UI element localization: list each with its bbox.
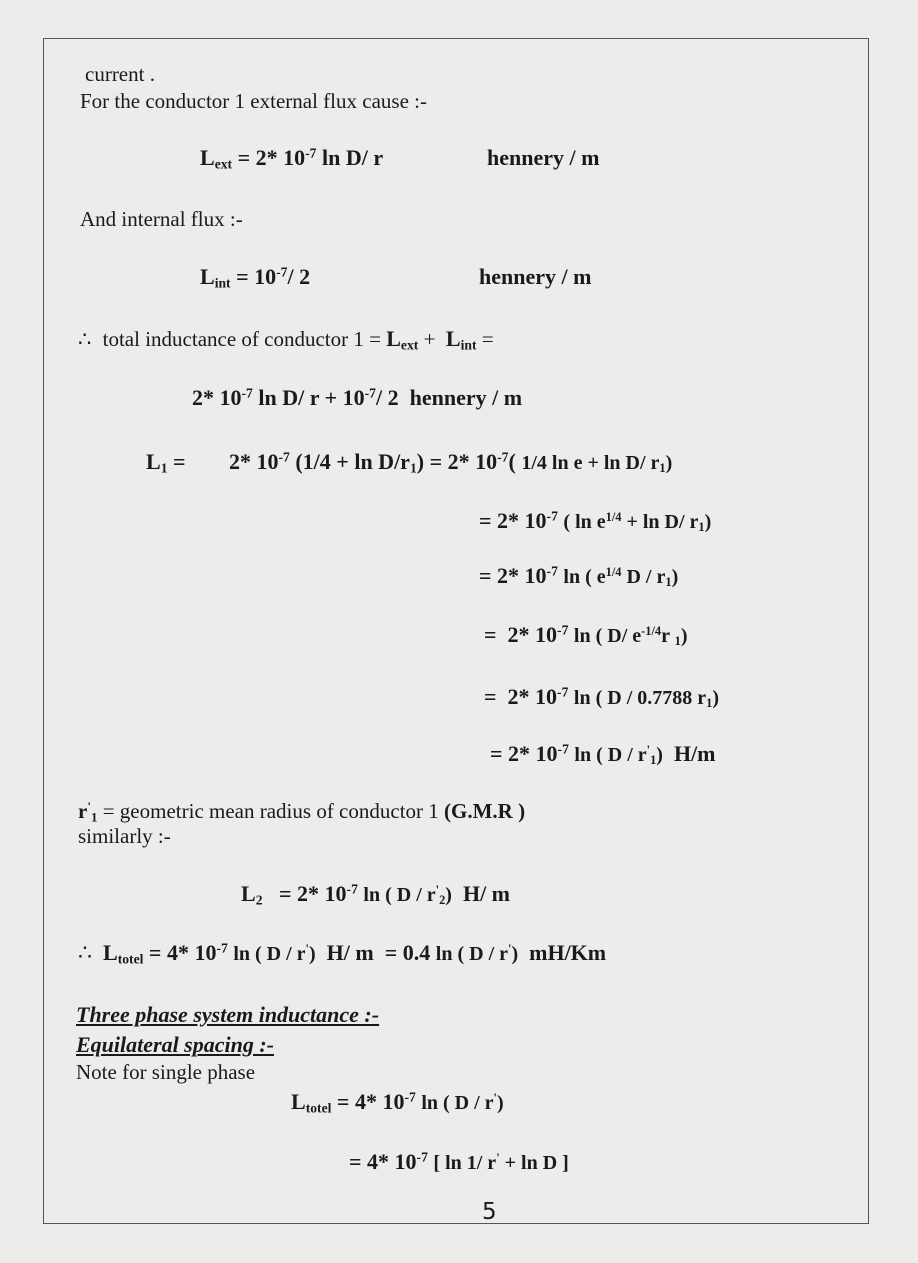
heading-equilateral: Equilateral spacing :- xyxy=(76,1032,275,1057)
text-total-intro: total inductance of conductor 1 = xyxy=(102,327,381,351)
text-gmr-line: $r'_1$ = geometric mean radius of conductor 1 (G.M.R ) xyxy=(78,798,526,825)
equation-l2: $L_2 = 2*$ $10^{-7}$ ln ( D / $r'_2$) H/ m xyxy=(241,881,511,908)
text-gmr-def: = geometric mean radius of conductor 1 xyxy=(102,799,439,823)
unit-ltotal-mh: mH/Km xyxy=(529,940,607,965)
text-similarly: similarly :- xyxy=(78,824,171,848)
equation-ltotal: ∴ $L_{totel} = 4*$ $10^{-7}$ ln ( D / r') H/ m = 0.4 ln ( D / r') mH/Km xyxy=(78,940,607,967)
equation-l1-lhs: $L_1$ = xyxy=(146,449,186,476)
equation-l1-step4: = 2* $10^{-7}$ ln ( D/ $e^{-1/4}r$ $_1$) xyxy=(484,622,688,649)
text-ext-intro: For the conductor 1 external flux cause :- xyxy=(80,89,427,113)
equation-l1-step5: = 2* $10^{-7}$ ln ( D / 0.7788 $r_1$) xyxy=(484,684,719,711)
unit-ltotal-h: H/ m xyxy=(326,940,374,965)
unit-l1: H/m xyxy=(673,741,716,766)
unit-lint: hennery / m xyxy=(479,264,592,289)
equation-lext: $L_{ext} = 2*$ $10^{-7}$ ln D/ r xyxy=(200,145,384,172)
equation-l1-step3: = 2* $10^{-7}$ ln ( $e^{1/4}$ D / $r_1$) xyxy=(479,563,679,590)
equation-single-phase-1: $L_{totel} = 4*$ $10^{-7}$ ln ( D / r') xyxy=(291,1089,504,1116)
page-number: 5 xyxy=(482,1199,497,1225)
unit-total: hennery / m xyxy=(409,385,523,410)
equation-lint: $L_{int} = 10^{-7}/$ 2 xyxy=(200,264,311,291)
equation-l1-step2: = 2* $10^{-7}$ ( $\ln e^{1/4} + \ln D/$ $r_1$) xyxy=(479,508,712,535)
text-gmr-abbr: (G.M.R ) xyxy=(444,799,526,823)
text-note: Note for single phase xyxy=(76,1060,256,1084)
unit-l2: H/ m xyxy=(462,881,511,906)
heading-three-phase: Three phase system inductance :- xyxy=(76,1002,380,1027)
equation-l1-step6: = 2* $10^{-7}$ ln ( D / $r'_1$) H/m xyxy=(490,741,716,768)
text-int-intro: And internal flux :- xyxy=(80,207,243,231)
text-total-line: ∴ total inductance of conductor $1 = L_{ext} + L_{int}$ = xyxy=(78,326,494,353)
equation-total: 2* $10^{-7}$ ln D/ $r + 10^{-7}/$ 2 hennery / m xyxy=(192,385,523,410)
unit-lext: hennery / m xyxy=(487,145,600,170)
equation-single-phase-2: = 4* $10^{-7}$ [ ln 1/ r' + ln D ] xyxy=(349,1149,569,1174)
equation-l1-step1: 2* $10^{-7}$ $(1/4 + \ln D/r_1) = 2*$ $10^{-7}$( 1/4 ln e + ln D/ $r_1$) xyxy=(229,449,673,476)
text-current: current . xyxy=(85,62,155,86)
